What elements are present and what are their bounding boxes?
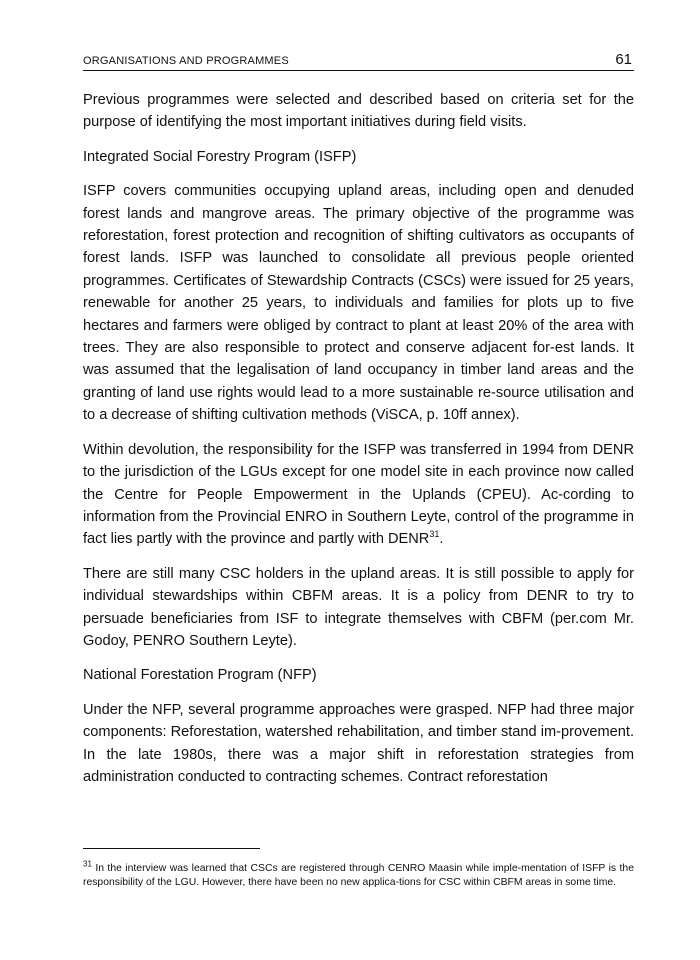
- footnote-number: 31: [83, 859, 92, 869]
- paragraph-isfp-description: ISFP covers communities occupying upland areas, including open and denuded forest lands and mangrove areas. The primary objective of the programme was reforestation, forest protection and recognition of shifting cultivators as occupants of forest lands. ISFP was launched to consolidate all previous people oriented programmes. Certificates of Stewardship Contracts (CSCs) were issued for 25 years, renewable for another 25 years, to individuals and families for plots up to five hectares and farmers were obliged by contract to plant at least 20% of the area with trees. They are also responsible to protect and conserve adjacent for-est lands. It was assumed that the legalisation of land occupancy in timber land areas and the granting of land use rights would lead to a more sustainable re-source utilisation and to a decrease of shifting cultivation methods (ViSCA, p. 10ff annex).: [83, 183, 634, 424]
- page-body: [83, 89, 634, 800]
- header-title: ORGANISATIONS AND PROGRAMMES: [83, 55, 289, 67]
- paragraph-devolution-text: Within devolution, the responsibility for the ISFP was transferred in 1994 from DENR to the jurisdiction of the LGUs except for one model site in each province now called the Centre for People Empowerment in the Uplands (CPEU). Ac-cording to information from the Provincial ENRO in Southern Leyte, control of the programme in fact lies partly with the province and partly with DENR: [83, 441, 634, 548]
- paragraph-nfp-description: Under the NFP, several programme approaches were grasped. NFP had three major components: Reforestation, watershed rehabilitation, and timber stand im-provement. In the late 1980s, there was a major shift in reforestation strategies from administration conducted to contracting schemes. Contract reforestation: [83, 701, 634, 785]
- section-heading-nfp: National Forestation Program (NFP): [83, 667, 317, 684]
- running-header: [83, 50, 634, 71]
- paragraph-devolution: [83, 439, 634, 551]
- footnote-divider: [83, 848, 260, 849]
- paragraph-devolution-end: .: [439, 531, 444, 548]
- footnote-reference: 31: [429, 529, 440, 540]
- paragraph-csc-holders: There are still many CSC holders in the upland areas. It is still possible to apply for individual stewardships within CBFM areas. It is a policy from DENR to try to persuade beneficiaries from ISF to integrate themselves with CBFM (per.com Mr. Godoy, PENRO Southern Leyte).: [83, 565, 634, 649]
- footnote: [83, 859, 634, 890]
- footnote-text: In the interview was learned that CSCs are registered through CENRO Maasin while imple-mentation of ISFP is the responsibility of the LGU. However, there have been no new applica-tions for CSC within CBFM areas in some time.: [83, 863, 634, 889]
- page-number: 61: [615, 51, 632, 68]
- paragraph-intro: Previous programmes were selected and described based on criteria set for the purpose of identifying the most important initiatives during field visits.: [83, 92, 634, 131]
- section-heading-isfp: Integrated Social Forestry Program (ISFP): [83, 148, 357, 165]
